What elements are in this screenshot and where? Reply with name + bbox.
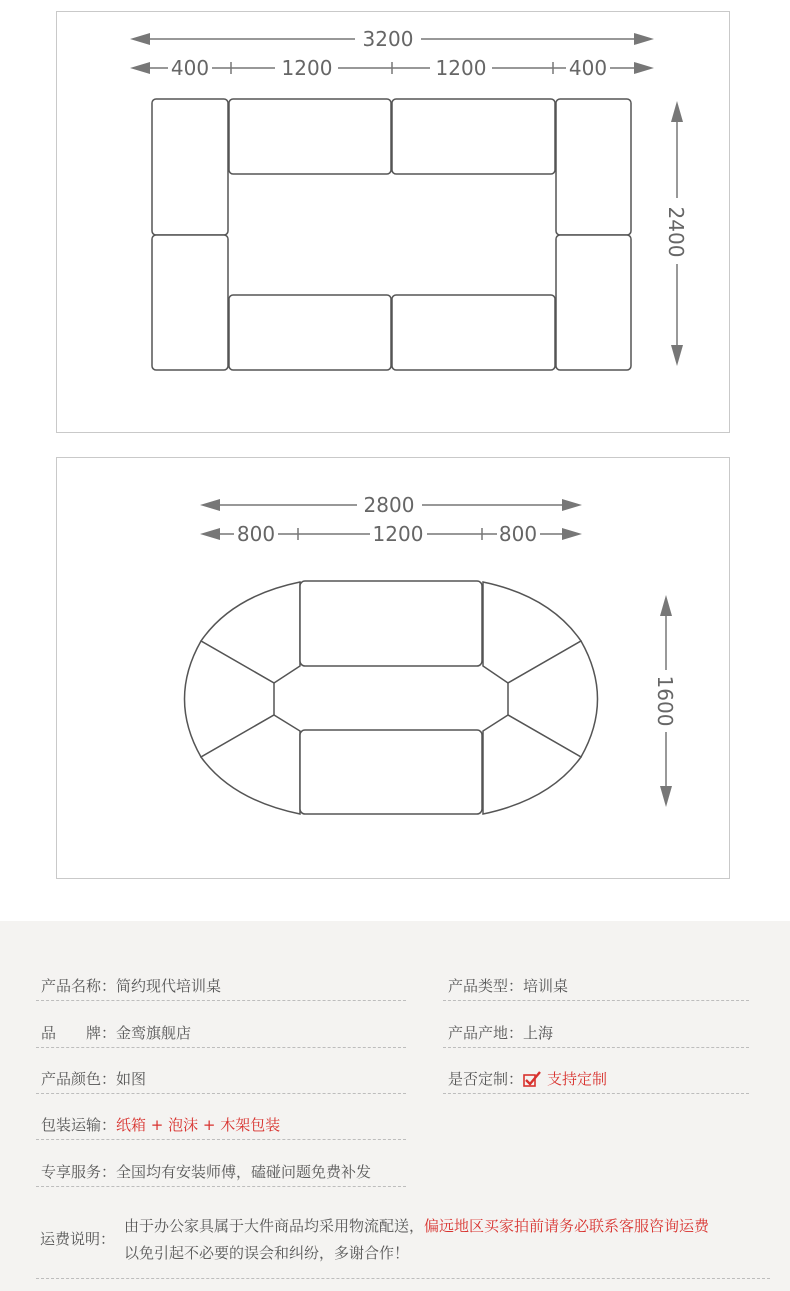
spec-label: 运费说明： <box>40 1230 116 1248</box>
dim-segment: 400 <box>568 56 608 80</box>
arrow-right-icon <box>562 499 582 511</box>
spec-label: 产品名称： <box>41 977 117 995</box>
dim-segment: 800 <box>236 522 276 546</box>
dim-segment: 800 <box>498 522 538 546</box>
spec-value: 如图 <box>116 1070 147 1088</box>
shipping-text-warning: 偏远地区买家拍前请务必联系客服咨询运费 <box>424 1217 710 1235</box>
spec-row-brand <box>36 1019 406 1048</box>
checkbox-checked-icon <box>523 1071 541 1087</box>
arrow-right-icon <box>562 528 582 540</box>
spec-label: 包装运输： <box>41 1116 117 1134</box>
spec-row-custom <box>443 1065 749 1094</box>
spec-label: 产品产地： <box>448 1024 524 1042</box>
arrow-left-icon <box>200 499 220 511</box>
spec-label: 是否定制： <box>448 1070 524 1088</box>
spec-row-type <box>443 972 749 1001</box>
dim-segment: 400 <box>170 56 210 80</box>
table-piece <box>300 581 482 666</box>
shipping-text-part: 由于办公家具属于大件商品均采用物流配送， <box>124 1217 425 1235</box>
spec-value: 简约现代培训桌 <box>116 977 222 995</box>
spec-value: 纸箱 + 泡沫 + 木架包装 <box>116 1116 281 1134</box>
spec-row-service <box>36 1158 406 1187</box>
spec-row-color <box>36 1065 406 1094</box>
table-piece <box>300 730 482 814</box>
arrow-up-icon <box>660 595 672 616</box>
spec-value: 支持定制 <box>547 1070 608 1088</box>
divider <box>36 1278 770 1279</box>
spec-label: 品 牌： <box>41 1024 117 1042</box>
spec-row-origin <box>443 1019 749 1048</box>
dim-width-total: 2800 <box>363 493 415 517</box>
spec-value: 全国均有安装师傅，磕碰问题免费补发 <box>116 1163 372 1181</box>
shipping-text <box>124 1213 784 1267</box>
dim-depth: 2400 <box>664 206 688 258</box>
product-specs-panel <box>0 921 790 1291</box>
spec-row-packing <box>36 1111 406 1140</box>
arrow-down-icon <box>660 786 672 807</box>
spec-value: 金鸾旗舰店 <box>116 1024 192 1042</box>
arrow-left-icon <box>200 528 220 540</box>
spec-label: 专享服务： <box>41 1163 117 1181</box>
spec-value: 培训桌 <box>523 977 569 995</box>
spec-value: 上海 <box>523 1024 554 1042</box>
spec-row-name <box>36 972 406 1001</box>
spec-label: 产品类型： <box>448 977 524 995</box>
spec-label: 产品颜色： <box>41 1070 117 1088</box>
dim-width-total: 3200 <box>362 27 414 51</box>
shipping-text-part: 以免引起不必要的误会和纠纷，多谢合作！ <box>124 1244 410 1262</box>
dim-depth: 1600 <box>653 675 677 727</box>
dim-segment: 1200 <box>281 56 333 80</box>
dim-segment: 1200 <box>435 56 487 80</box>
dim-segment: 1200 <box>372 522 424 546</box>
